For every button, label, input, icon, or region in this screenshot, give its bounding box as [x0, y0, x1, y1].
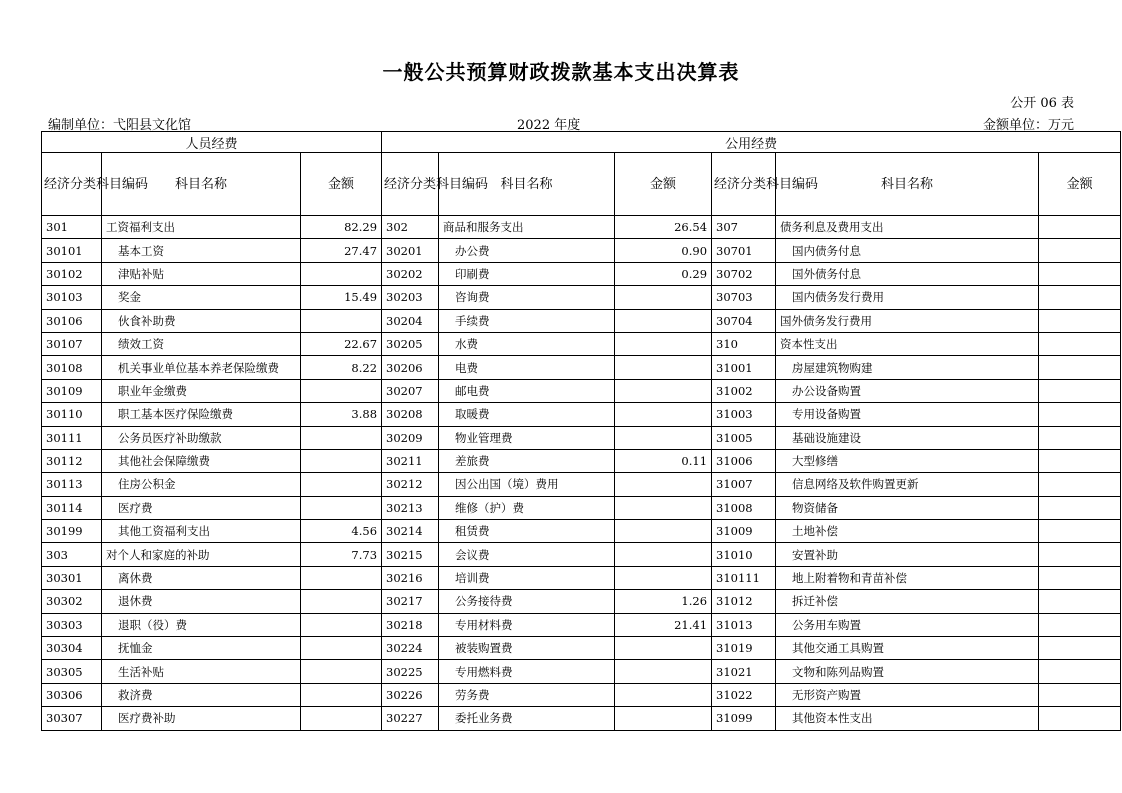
item-name-cell: 救济费: [102, 683, 301, 706]
item-name-cell: 文物和陈列品购置: [776, 660, 1039, 683]
economic-code-cell: 31001: [712, 356, 776, 379]
name-header: 科目名称: [439, 153, 615, 216]
amount-cell: [1039, 683, 1121, 706]
amount-cell: [1039, 707, 1121, 730]
amount-cell: [301, 473, 382, 496]
amount-cell: [301, 426, 382, 449]
item-name-cell: 其他交通工具购置: [776, 637, 1039, 660]
item-name-cell: 安置补助: [776, 543, 1039, 566]
economic-code-cell: 30114: [42, 496, 102, 519]
report-title: 一般公共预算财政拨款基本支出决算表: [382, 60, 740, 84]
economic-code-cell: 31012: [712, 590, 776, 613]
name-header: 科目名称: [102, 153, 301, 216]
economic-code-cell: 30201: [382, 239, 439, 262]
amount-cell: 1.26: [615, 590, 712, 613]
economic-code-cell: 30704: [712, 309, 776, 332]
economic-code-cell: 30208: [382, 403, 439, 426]
table-row: [42, 613, 1121, 636]
amount-cell: 4.56: [301, 520, 382, 543]
table-row: [42, 637, 1121, 660]
amount-cell: 0.90: [615, 239, 712, 262]
item-name-cell: 差旅费: [439, 449, 615, 472]
item-name-cell: 医疗费补助: [102, 707, 301, 730]
amount-cell: [301, 707, 382, 730]
amount-header: 金额: [301, 153, 382, 216]
amount-cell: [301, 449, 382, 472]
code-header: 经济分类科目编码: [42, 153, 102, 216]
item-name-cell: 国内债务付息: [776, 239, 1039, 262]
economic-code-cell: 30212: [382, 473, 439, 496]
item-name-cell: 公务接待费: [439, 590, 615, 613]
amount-cell: 21.41: [615, 613, 712, 636]
economic-code-cell: 30109: [42, 379, 102, 402]
economic-code-cell: 31006: [712, 449, 776, 472]
item-name-cell: 资本性支出: [776, 332, 1039, 355]
economic-code-cell: 30207: [382, 379, 439, 402]
amount-cell: 3.88: [301, 403, 382, 426]
economic-code-cell: 31009: [712, 520, 776, 543]
amount-cell: [615, 473, 712, 496]
table-row: [42, 239, 1121, 262]
table-row: [42, 473, 1121, 496]
amount-cell: [301, 683, 382, 706]
amount-cell: [615, 286, 712, 309]
item-name-cell: 其他工资福利支出: [102, 520, 301, 543]
item-name-cell: 专用燃料费: [439, 660, 615, 683]
amount-cell: [301, 496, 382, 519]
economic-code-cell: 30218: [382, 613, 439, 636]
amount-cell: [301, 566, 382, 589]
amount-cell: [1039, 426, 1121, 449]
economic-code-cell: 31003: [712, 403, 776, 426]
economic-code-cell: 30112: [42, 449, 102, 472]
item-name-cell: 基本工资: [102, 239, 301, 262]
item-name-cell: 无形资产购置: [776, 683, 1039, 706]
item-name-cell: 医疗费: [102, 496, 301, 519]
item-name-cell: 职业年金缴费: [102, 379, 301, 402]
amount-cell: [615, 637, 712, 660]
amount-cell: [615, 332, 712, 355]
economic-code-cell: 31099: [712, 707, 776, 730]
economic-code-cell: 30203: [382, 286, 439, 309]
amount-cell: [301, 590, 382, 613]
amount-cell: [615, 379, 712, 402]
table-row: [42, 520, 1121, 543]
item-name-cell: 印刷费: [439, 262, 615, 285]
expenditure-table: [41, 131, 1121, 731]
amount-cell: 7.73: [301, 543, 382, 566]
amount-cell: [615, 496, 712, 519]
name-header: 科目名称: [776, 153, 1039, 216]
item-name-cell: 绩效工资: [102, 332, 301, 355]
item-name-cell: 因公出国（境）费用: [439, 473, 615, 496]
amount-cell: [615, 707, 712, 730]
code-header: 经济分类科目编码: [382, 153, 439, 216]
economic-code-cell: 30205: [382, 332, 439, 355]
economic-code-cell: 30110: [42, 403, 102, 426]
amount-cell: [1039, 403, 1121, 426]
item-name-cell: 委托业务费: [439, 707, 615, 730]
economic-code-cell: 310111: [712, 566, 776, 589]
economic-code-cell: 30209: [382, 426, 439, 449]
economic-code-cell: 30107: [42, 332, 102, 355]
economic-code-cell: 30213: [382, 496, 439, 519]
item-name-cell: 退休费: [102, 590, 301, 613]
amount-cell: 82.29: [301, 216, 382, 239]
item-name-cell: 津贴补贴: [102, 262, 301, 285]
item-name-cell: 公务用车购置: [776, 613, 1039, 636]
amount-cell: 0.11: [615, 449, 712, 472]
amount-cell: [615, 356, 712, 379]
item-name-cell: 工资福利支出: [102, 216, 301, 239]
amount-cell: [1039, 613, 1121, 636]
table-row: [42, 543, 1121, 566]
item-name-cell: 基础设施建设: [776, 426, 1039, 449]
economic-code-cell: 31002: [712, 379, 776, 402]
item-name-cell: 其他社会保障缴费: [102, 449, 301, 472]
amount-cell: [301, 262, 382, 285]
table-row: [42, 403, 1121, 426]
table-row: [42, 707, 1121, 730]
item-name-cell: 公务员医疗补助缴款: [102, 426, 301, 449]
economic-code-cell: 30304: [42, 637, 102, 660]
item-name-cell: 土地补偿: [776, 520, 1039, 543]
item-name-cell: 拆迁补偿: [776, 590, 1039, 613]
item-name-cell: 国内债务发行费用: [776, 286, 1039, 309]
amount-cell: [1039, 566, 1121, 589]
economic-code-cell: 307: [712, 216, 776, 239]
economic-code-cell: 31010: [712, 543, 776, 566]
amount-cell: [1039, 332, 1121, 355]
economic-code-cell: 30224: [382, 637, 439, 660]
economic-code-cell: 30108: [42, 356, 102, 379]
amount-cell: 15.49: [301, 286, 382, 309]
amount-cell: [615, 660, 712, 683]
amount-header: 金额: [1039, 153, 1121, 216]
item-name-cell: 退职（役）费: [102, 613, 301, 636]
amount-cell: [1039, 520, 1121, 543]
public-group-header: 公用经费: [382, 132, 1121, 153]
item-name-cell: 专用材料费: [439, 613, 615, 636]
economic-code-cell: 30113: [42, 473, 102, 496]
economic-code-cell: 303: [42, 543, 102, 566]
item-name-cell: 租赁费: [439, 520, 615, 543]
economic-code-cell: 30701: [712, 239, 776, 262]
amount-cell: 8.22: [301, 356, 382, 379]
item-name-cell: 取暖费: [439, 403, 615, 426]
economic-code-cell: 30227: [382, 707, 439, 730]
item-name-cell: 咨询费: [439, 286, 615, 309]
economic-code-cell: 31008: [712, 496, 776, 519]
economic-code-cell: 30102: [42, 262, 102, 285]
economic-code-cell: 30101: [42, 239, 102, 262]
amount-cell: [615, 309, 712, 332]
amount-cell: [1039, 590, 1121, 613]
economic-code-cell: 30111: [42, 426, 102, 449]
economic-code-cell: 30211: [382, 449, 439, 472]
economic-code-cell: 30226: [382, 683, 439, 706]
amount-cell: 27.47: [301, 239, 382, 262]
economic-code-cell: 30199: [42, 520, 102, 543]
item-name-cell: 离休费: [102, 566, 301, 589]
item-name-cell: 邮电费: [439, 379, 615, 402]
economic-code-cell: 31007: [712, 473, 776, 496]
table-row: [42, 356, 1121, 379]
amount-cell: [1039, 309, 1121, 332]
item-name-cell: 地上附着物和青苗补偿: [776, 566, 1039, 589]
economic-code-cell: 30301: [42, 566, 102, 589]
amount-cell: [1039, 356, 1121, 379]
amount-cell: [615, 426, 712, 449]
amount-cell: [615, 683, 712, 706]
table-row: [42, 590, 1121, 613]
table-row: [42, 216, 1121, 239]
table-row: [42, 286, 1121, 309]
economic-code-cell: 301: [42, 216, 102, 239]
table-row: [42, 309, 1121, 332]
economic-code-cell: 310: [712, 332, 776, 355]
amount-cell: [301, 660, 382, 683]
table-row: [42, 379, 1121, 402]
economic-code-cell: 31013: [712, 613, 776, 636]
item-name-cell: 伙食补助费: [102, 309, 301, 332]
economic-code-cell: 30106: [42, 309, 102, 332]
amount-cell: [301, 637, 382, 660]
item-name-cell: 专用设备购置: [776, 403, 1039, 426]
item-name-cell: 奖金: [102, 286, 301, 309]
item-name-cell: 办公设备购置: [776, 379, 1039, 402]
amount-cell: 22.67: [301, 332, 382, 355]
item-name-cell: 手续费: [439, 309, 615, 332]
amount-cell: [301, 379, 382, 402]
amount-cell: [1039, 286, 1121, 309]
amount-cell: [1039, 543, 1121, 566]
item-name-cell: 抚恤金: [102, 637, 301, 660]
amount-cell: [1039, 262, 1121, 285]
code-header: 经济分类科目编码: [712, 153, 776, 216]
item-name-cell: 电费: [439, 356, 615, 379]
table-row: [42, 660, 1121, 683]
amount-cell: [1039, 637, 1121, 660]
economic-code-cell: 30216: [382, 566, 439, 589]
amount-cell: [1039, 449, 1121, 472]
amount-cell: [1039, 216, 1121, 239]
economic-code-cell: 30303: [42, 613, 102, 636]
item-name-cell: 会议费: [439, 543, 615, 566]
economic-code-cell: 31005: [712, 426, 776, 449]
fiscal-year: 2022 年度: [517, 118, 581, 133]
currency-unit: 金额单位：万元: [982, 118, 1074, 133]
form-number: 公开 06 表: [1010, 96, 1074, 111]
amount-cell: [301, 613, 382, 636]
item-name-cell: 债务利息及费用支出: [776, 216, 1039, 239]
reporting-unit: 编制单位：弋阳县文化馆: [48, 118, 192, 133]
economic-code-cell: 30202: [382, 262, 439, 285]
economic-code-cell: 30217: [382, 590, 439, 613]
item-name-cell: 大型修缮: [776, 449, 1039, 472]
item-name-cell: 信息网络及软件购置更新: [776, 473, 1039, 496]
table-row: [42, 496, 1121, 519]
amount-cell: 0.29: [615, 262, 712, 285]
economic-code-cell: 31021: [712, 660, 776, 683]
amount-cell: [615, 403, 712, 426]
item-name-cell: 国外债务发行费用: [776, 309, 1039, 332]
item-name-cell: 生活补贴: [102, 660, 301, 683]
amount-cell: [1039, 473, 1121, 496]
item-name-cell: 办公费: [439, 239, 615, 262]
item-name-cell: 住房公积金: [102, 473, 301, 496]
amount-cell: [1039, 379, 1121, 402]
amount-cell: 26.54: [615, 216, 712, 239]
item-name-cell: 其他资本性支出: [776, 707, 1039, 730]
amount-cell: [615, 543, 712, 566]
table-row: [42, 683, 1121, 706]
item-name-cell: 职工基本医疗保险缴费: [102, 403, 301, 426]
amount-header: 金额: [615, 153, 712, 216]
item-name-cell: 水费: [439, 332, 615, 355]
item-name-cell: 培训费: [439, 566, 615, 589]
economic-code-cell: 31022: [712, 683, 776, 706]
amount-cell: [615, 566, 712, 589]
amount-cell: [1039, 239, 1121, 262]
economic-code-cell: 30702: [712, 262, 776, 285]
amount-cell: [615, 520, 712, 543]
item-name-cell: 对个人和家庭的补助: [102, 543, 301, 566]
table-row: [42, 332, 1121, 355]
item-name-cell: 物业管理费: [439, 426, 615, 449]
economic-code-cell: 31019: [712, 637, 776, 660]
economic-code-cell: 30306: [42, 683, 102, 706]
economic-code-cell: 30214: [382, 520, 439, 543]
item-name-cell: 维修（护）费: [439, 496, 615, 519]
item-name-cell: 房屋建筑物购建: [776, 356, 1039, 379]
amount-cell: [301, 309, 382, 332]
item-name-cell: 劳务费: [439, 683, 615, 706]
economic-code-cell: 30215: [382, 543, 439, 566]
economic-code-cell: 30204: [382, 309, 439, 332]
economic-code-cell: 30307: [42, 707, 102, 730]
economic-code-cell: 30305: [42, 660, 102, 683]
table-row: [42, 426, 1121, 449]
item-name-cell: 机关事业单位基本养老保险缴费: [102, 356, 301, 379]
table-row: [42, 449, 1121, 472]
economic-code-cell: 30225: [382, 660, 439, 683]
economic-code-cell: 30703: [712, 286, 776, 309]
personnel-group-header: 人员经费: [42, 132, 382, 153]
item-name-cell: 国外债务付息: [776, 262, 1039, 285]
economic-code-cell: 30103: [42, 286, 102, 309]
item-name-cell: 商品和服务支出: [439, 216, 615, 239]
item-name-cell: 被装购置费: [439, 637, 615, 660]
item-name-cell: 物资储备: [776, 496, 1039, 519]
amount-cell: [1039, 660, 1121, 683]
economic-code-cell: 302: [382, 216, 439, 239]
economic-code-cell: 30206: [382, 356, 439, 379]
amount-cell: [1039, 496, 1121, 519]
table-row: [42, 262, 1121, 285]
table-row: [42, 566, 1121, 589]
economic-code-cell: 30302: [42, 590, 102, 613]
